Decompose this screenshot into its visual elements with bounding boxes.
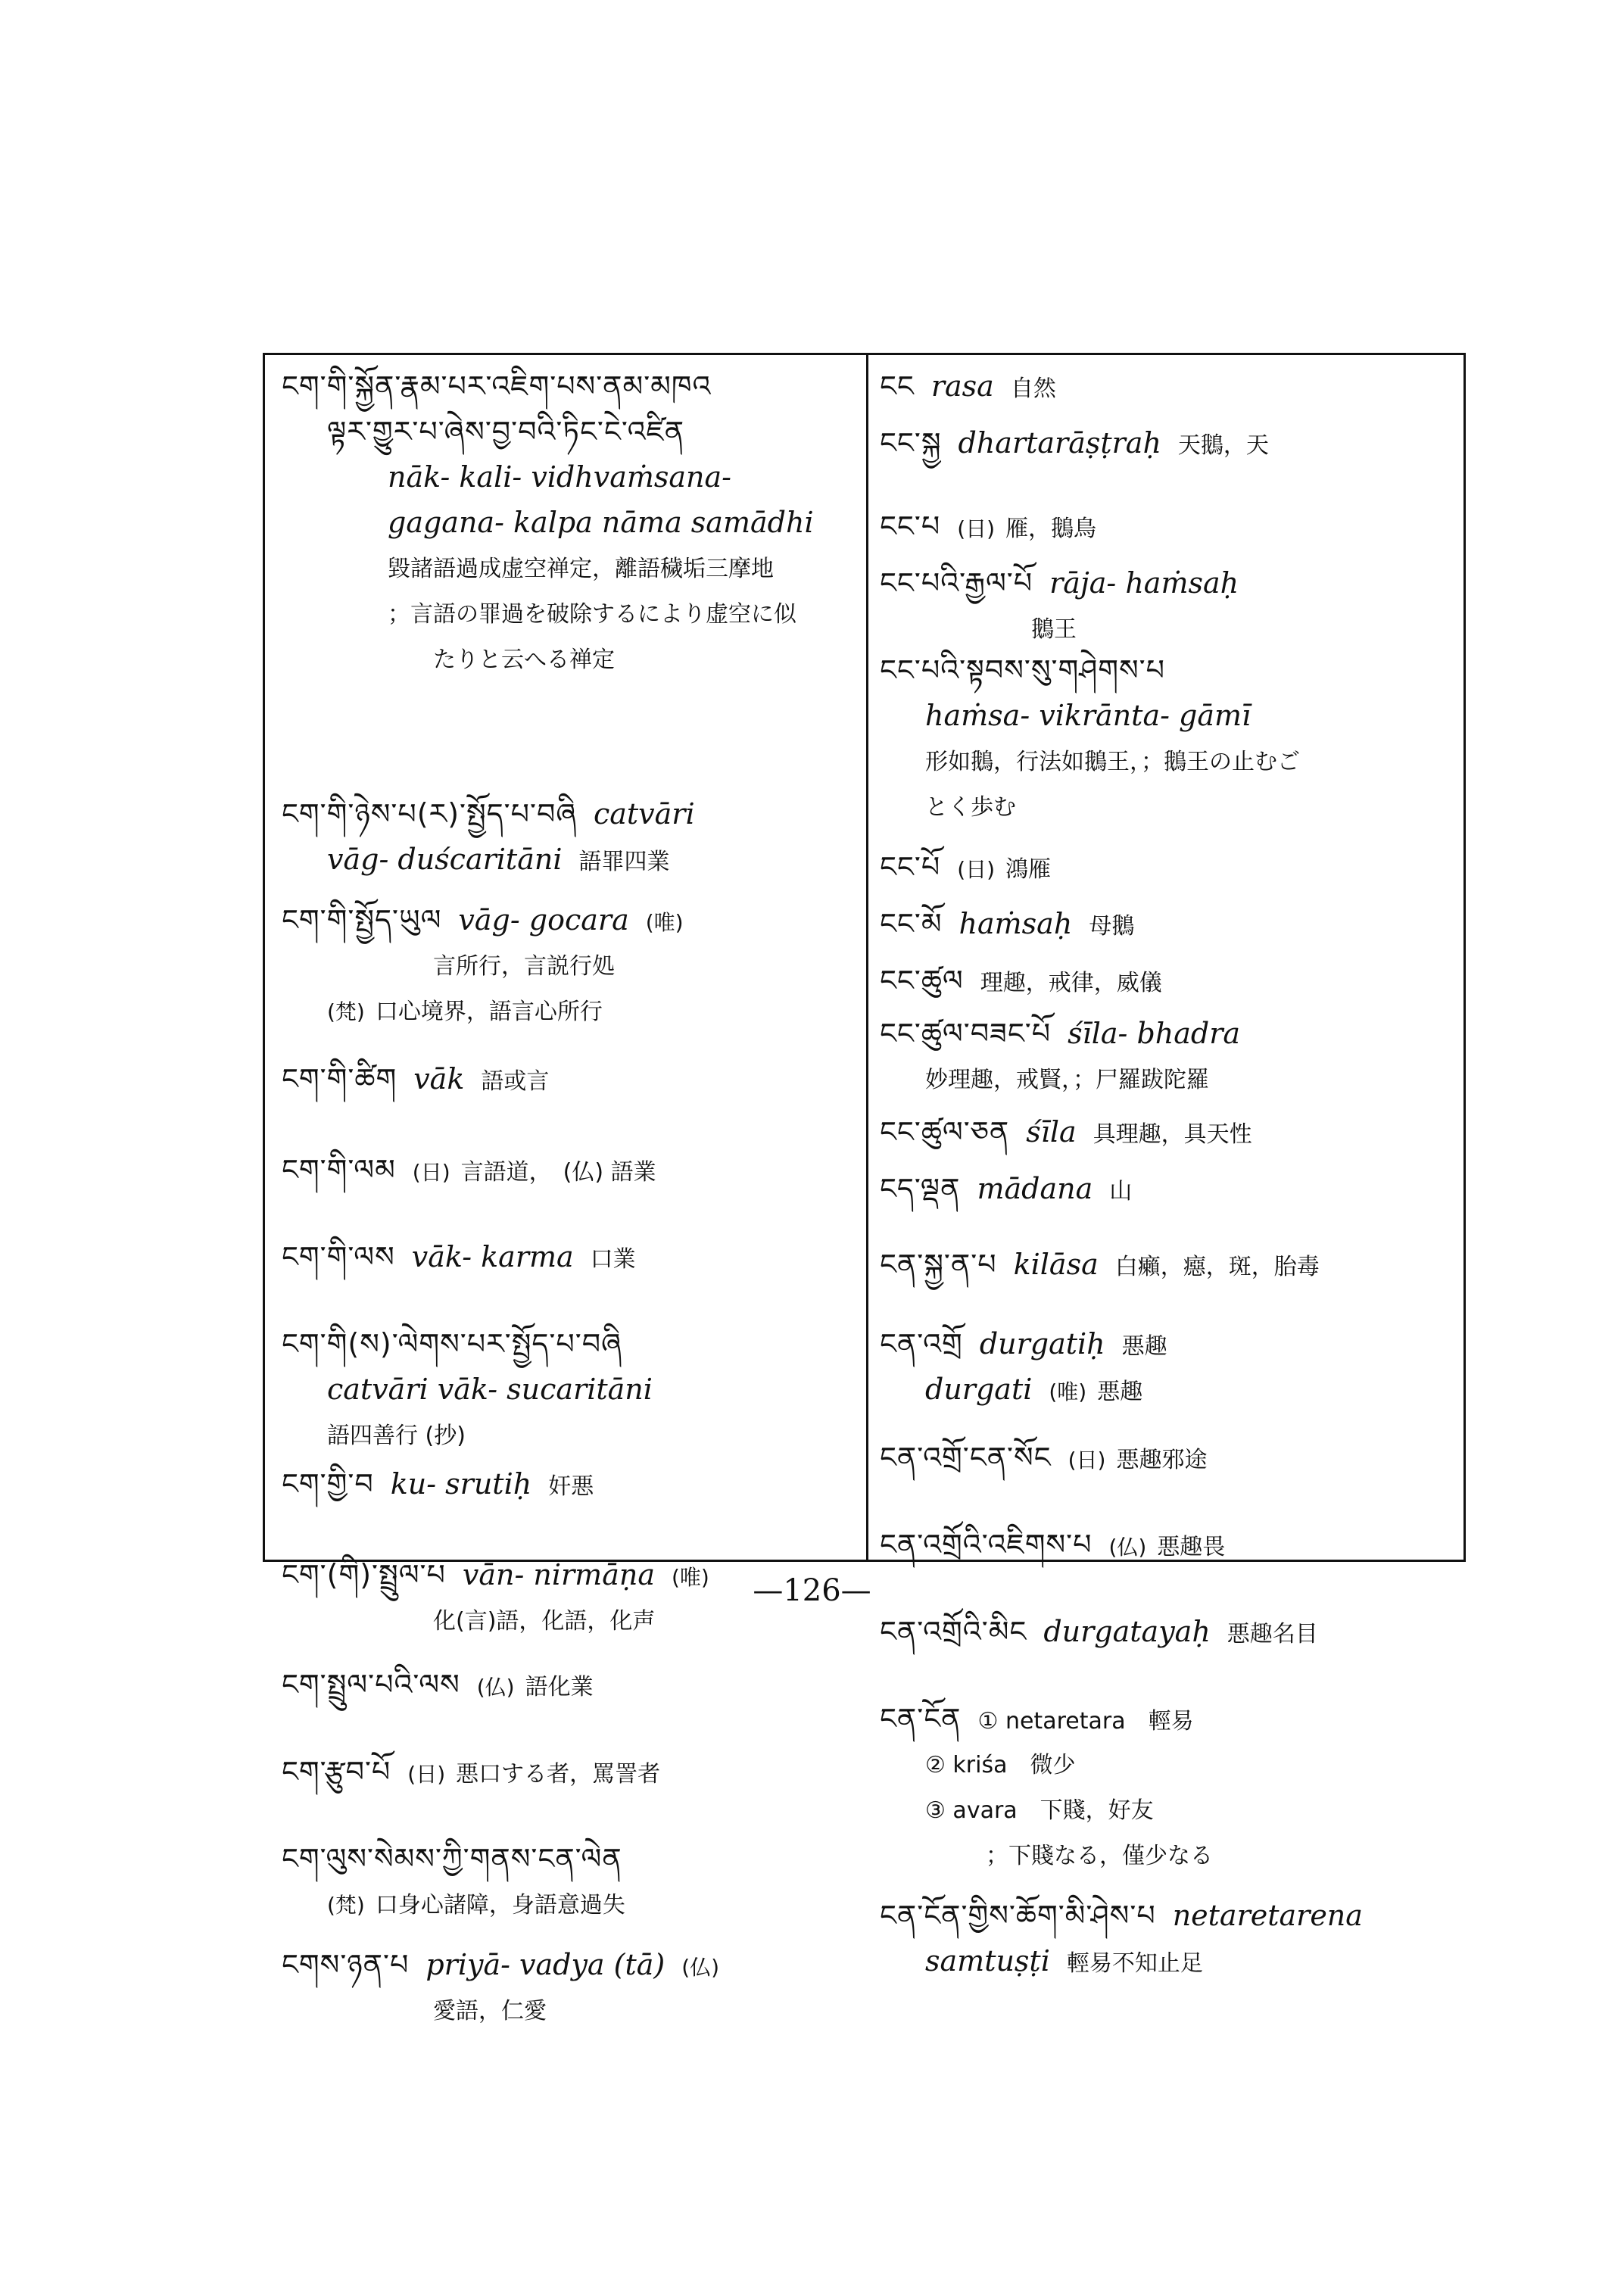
sanskrit-term: vāg- duścaritāni bbox=[327, 843, 563, 876]
sanskrit-term: catvāri vāk- sucaritāni bbox=[327, 1373, 653, 1406]
gloss-text: 悪趣邪途 bbox=[1116, 1447, 1208, 1473]
dictionary-entry bbox=[282, 1321, 859, 1457]
entry-line bbox=[880, 1741, 1463, 1787]
gloss-text: 鵝王 bbox=[1031, 616, 1077, 643]
sanskrit-term: dhartarāṣṭraḥ bbox=[958, 426, 1161, 460]
sanskrit-term: samtuṣṭi bbox=[925, 1944, 1050, 1978]
entry-line bbox=[282, 1662, 859, 1707]
tibetan-headword: ངང་པའི་སྟབས་སུ་གཤེགས་པ bbox=[880, 653, 1165, 687]
gloss-text: 輕易不知止足 bbox=[1066, 1950, 1203, 1977]
tibetan-headword: ངག་གི(ས)་ལེགས་པར་སྤྱོད་པ་བཞི bbox=[282, 1327, 622, 1361]
dictionary-entry bbox=[282, 1056, 859, 1102]
entry-line bbox=[282, 1056, 859, 1102]
tibetan-headword: ངད་ལྡན bbox=[880, 1172, 961, 1205]
dictionary-entry bbox=[880, 958, 1463, 1003]
gloss-text: 語或言 bbox=[481, 1068, 550, 1095]
source-tag: (日) bbox=[412, 1160, 450, 1185]
entry-line bbox=[282, 1942, 859, 1987]
gloss-text: 言語道， (仏) 語業 bbox=[460, 1159, 656, 1186]
dictionary-entry bbox=[880, 1011, 1463, 1102]
entry-line bbox=[880, 1938, 1463, 1984]
sanskrit-term: haṁsa- vikrānta- gāmī bbox=[925, 699, 1252, 732]
source-tag: (日) bbox=[957, 516, 996, 541]
entry-line bbox=[282, 943, 859, 988]
source-tag: (仏) bbox=[681, 1955, 720, 1980]
dictionary-entry bbox=[880, 1893, 1463, 1984]
sanskrit-term: catvāri bbox=[593, 797, 695, 831]
source-tag: (梵) bbox=[327, 1893, 365, 1918]
entry-line bbox=[880, 1609, 1463, 1654]
tibetan-headword: ངན་འགྲོ bbox=[880, 1327, 963, 1361]
gloss-text: 形如鵝，行法如鵝王，；鵝王の止むご bbox=[925, 749, 1300, 775]
tibetan-headword: ངག་(གི)་སྤྲུལ་པ bbox=[282, 1558, 446, 1591]
sanskrit-term: vāk- karma bbox=[411, 1240, 574, 1273]
gloss-text: 言所行，言説行処 bbox=[433, 953, 615, 980]
tibetan-headword: ངགས་ཉན་པ bbox=[282, 1948, 410, 1981]
tibetan-headword: ལྟར་གྱུར་པ་ཞེས་བྱ་བའི་ཏིང་ངེ་འཛིན bbox=[327, 415, 685, 448]
tibetan-headword: ངན་ངོན bbox=[880, 1702, 962, 1735]
entry-line bbox=[880, 844, 1463, 890]
dictionary-entry bbox=[880, 1321, 1463, 1412]
source-tag: (唯) bbox=[1049, 1379, 1087, 1404]
tibetan-headword: ངན་འགྲོའི་འཇིགས་པ bbox=[880, 1528, 1093, 1561]
gloss-text: たりと云へる禅定 bbox=[433, 647, 615, 673]
dictionary-entry bbox=[880, 1109, 1463, 1155]
source-tag: (日) bbox=[1068, 1448, 1106, 1473]
source-tag: (唯) bbox=[645, 910, 684, 935]
entry-line bbox=[282, 1367, 859, 1412]
gloss-text: 悪趣 bbox=[1121, 1333, 1167, 1360]
tibetan-headword: ངང་པའི་རྒྱལ་པོ bbox=[880, 566, 1033, 600]
sanskrit-term: rasa bbox=[930, 369, 994, 403]
entry-line bbox=[282, 1881, 859, 1927]
entry-line bbox=[880, 693, 1463, 738]
dictionary-entry bbox=[282, 1942, 859, 2033]
gloss-text: ① netaretara 輕易 bbox=[977, 1708, 1194, 1735]
entry-line bbox=[880, 1056, 1463, 1102]
entry-line bbox=[880, 1242, 1463, 1287]
dictionary-entry bbox=[282, 1234, 859, 1279]
dictionary-entry bbox=[880, 844, 1463, 890]
gloss-text: 鴻雁 bbox=[1005, 856, 1052, 883]
entry-line bbox=[880, 901, 1463, 946]
sanskrit-term: śīla bbox=[1026, 1115, 1077, 1149]
entry-line bbox=[880, 1166, 1463, 1211]
entry-line bbox=[282, 791, 859, 837]
gloss-text: 口心境界，語言心所行 bbox=[375, 999, 603, 1025]
dictionary-entry bbox=[880, 1242, 1463, 1287]
entry-line bbox=[880, 738, 1463, 784]
source-tag: (日) bbox=[957, 857, 996, 882]
source-tag: (仏) bbox=[476, 1675, 515, 1700]
dictionary-entry bbox=[282, 1147, 859, 1192]
sanskrit-term: śīla- bhadra bbox=[1068, 1017, 1241, 1050]
dictionary-entry bbox=[282, 897, 859, 1033]
tibetan-headword: ངན་འགྲོ་ངན་སོང bbox=[880, 1441, 1052, 1474]
tibetan-headword: ངག་གི་ལམ bbox=[282, 1153, 396, 1186]
tibetan-headword: ངང་ཚུལ་ཅན bbox=[880, 1115, 1010, 1149]
entry-line bbox=[282, 591, 859, 636]
source-tag: (仏) bbox=[1108, 1535, 1147, 1560]
gloss-text: ② kriśa 微少 bbox=[925, 1752, 1076, 1778]
sanskrit-term: nāk- kali- vidhvaṁsana- bbox=[388, 460, 732, 494]
entry-line bbox=[880, 560, 1463, 606]
tibetan-headword: ངག་ལུས་སེམས་ཀྱི་གནས་ངན་ལེན bbox=[282, 1842, 622, 1875]
entry-line bbox=[282, 454, 859, 500]
gloss-text: 妙理趣，戒賢，；尸羅跋陀羅 bbox=[925, 1067, 1209, 1093]
gloss-text: 悪口する者，罵詈者 bbox=[456, 1761, 661, 1788]
tibetan-headword: ངག་རྩུབ་པོ bbox=[282, 1755, 391, 1788]
entry-line bbox=[282, 1234, 859, 1279]
sanskrit-term: ku- srutiḥ bbox=[390, 1467, 532, 1501]
dictionary-entry bbox=[282, 791, 859, 882]
gloss-text: 悪趣畏 bbox=[1157, 1534, 1226, 1560]
entry-line bbox=[282, 1461, 859, 1507]
source-tag: (唯) bbox=[671, 1565, 709, 1590]
entry-line bbox=[282, 545, 859, 591]
dictionary-entry bbox=[880, 363, 1463, 409]
dictionary-entry bbox=[880, 420, 1463, 466]
gloss-text: 化(言)語，化語，化声 bbox=[433, 1608, 656, 1635]
sanskrit-term: netaretarena bbox=[1172, 1899, 1363, 1932]
entry-line bbox=[880, 1109, 1463, 1155]
dictionary-entry bbox=[282, 363, 859, 681]
gloss-text: とく歩む bbox=[925, 794, 1016, 821]
dictionary-entry bbox=[880, 1609, 1463, 1654]
entry-line bbox=[282, 409, 859, 454]
entry-line bbox=[282, 636, 859, 681]
gloss-text: ；言語の罪過を破除するにより虚空に似 bbox=[388, 601, 796, 628]
dictionary-entry bbox=[282, 1749, 859, 1794]
entry-line bbox=[880, 1435, 1463, 1480]
gloss-text: 毀諸語過成虚空禅定，離語穢垢三摩地 bbox=[388, 556, 774, 582]
entry-line bbox=[282, 1147, 859, 1192]
gloss-text: ；下賤なる，僅少なる bbox=[986, 1843, 1213, 1869]
source-tag: (梵) bbox=[327, 999, 365, 1024]
tibetan-headword: ངང་མོ bbox=[880, 907, 943, 940]
entry-line bbox=[282, 1412, 859, 1457]
tibetan-headword: ངན་སྐྱ་ན་པ bbox=[880, 1248, 997, 1281]
entry-line bbox=[282, 1836, 859, 1881]
gloss-text: 天鵝，天 bbox=[1177, 432, 1269, 459]
entry-line bbox=[880, 1321, 1463, 1367]
entry-line bbox=[282, 500, 859, 545]
dictionary-entry bbox=[880, 901, 1463, 946]
tibetan-headword: ངན་ངོན་གྱིས་ཆོག་མི་ཤེས་པ bbox=[880, 1899, 1156, 1932]
sanskrit-term: rāja- haṁsaḥ bbox=[1049, 566, 1239, 600]
sanskrit-term: gagana- kalpa nāma samādhi bbox=[388, 506, 814, 539]
sanskrit-term: durgatayaḥ bbox=[1043, 1615, 1211, 1648]
entry-line bbox=[880, 1367, 1463, 1412]
entry-line bbox=[880, 363, 1463, 409]
gloss-text: 語罪四業 bbox=[578, 849, 670, 875]
entry-line bbox=[880, 606, 1463, 651]
entry-line bbox=[880, 420, 1463, 466]
entry-line bbox=[282, 897, 859, 943]
sanskrit-term: priyā- vadya (tā) bbox=[425, 1948, 665, 1981]
sanskrit-term: vāk bbox=[413, 1062, 465, 1096]
entry-line bbox=[282, 1987, 859, 2033]
gloss-text: 理趣，戒律，威儀 bbox=[980, 970, 1162, 996]
entry-line bbox=[880, 784, 1463, 829]
sanskrit-term: vān- nirmāṇa bbox=[462, 1558, 655, 1591]
entry-line bbox=[880, 1832, 1463, 1878]
entry-line bbox=[880, 1787, 1463, 1832]
tibetan-headword: ངག་གྱི་བ bbox=[282, 1467, 374, 1501]
gloss-text: 山 bbox=[1109, 1178, 1133, 1205]
sanskrit-term: vāg- gocara bbox=[458, 903, 629, 937]
entry-line bbox=[282, 1749, 859, 1794]
tibetan-headword: ངག་སྤྲུལ་པའི་ལས bbox=[282, 1668, 460, 1701]
entry-line bbox=[282, 988, 859, 1033]
entry-line bbox=[880, 958, 1463, 1003]
tibetan-headword: ངག་གི་སྤྱོད་ཡུལ bbox=[282, 903, 442, 937]
gloss-text: 悪趣 bbox=[1097, 1379, 1143, 1405]
gloss-text: 雁，鵝鳥 bbox=[1005, 516, 1097, 542]
gloss-text: 具理趣，具天性 bbox=[1093, 1121, 1252, 1148]
tibetan-headword: ངང་པོ bbox=[880, 850, 941, 884]
sanskrit-term: durgatiḥ bbox=[979, 1327, 1105, 1361]
sanskrit-term: mādana bbox=[977, 1172, 1093, 1205]
tibetan-headword: ངན་འགྲོའི་མིང bbox=[880, 1615, 1027, 1648]
gloss-text: 自然 bbox=[1010, 376, 1056, 402]
sanskrit-term: durgati bbox=[925, 1373, 1033, 1406]
dictionary-entry bbox=[880, 1435, 1463, 1480]
gloss-text: 口業 bbox=[590, 1246, 636, 1273]
gloss-text: 悪趣名目 bbox=[1227, 1621, 1318, 1647]
page-number: —126— bbox=[753, 1573, 871, 1608]
gloss-text: 語四善行 (抄) bbox=[327, 1423, 466, 1449]
gloss-text: 愛語，仁愛 bbox=[433, 1998, 547, 2024]
tibetan-headword: ངང་ཚུལ bbox=[880, 964, 964, 997]
source-tag: (日) bbox=[407, 1762, 446, 1787]
gloss-text: 口身心諸障，身語意過失 bbox=[375, 1892, 625, 1918]
tibetan-headword: ངང་པ bbox=[880, 510, 941, 543]
dictionary-entry bbox=[282, 1461, 859, 1507]
entry-line bbox=[880, 1696, 1463, 1741]
entry-line bbox=[880, 503, 1463, 549]
gloss-text: 奸悪 bbox=[548, 1473, 594, 1500]
dictionary-entry bbox=[880, 560, 1463, 651]
dictionary-entry bbox=[880, 647, 1463, 829]
gloss-text: ③ avara 下賤，好友 bbox=[925, 1797, 1154, 1824]
entry-line bbox=[880, 647, 1463, 693]
dictionary-entry bbox=[282, 1662, 859, 1707]
tibetan-headword: ངག་གི་སྐྱོན་རྣམ་པར་འཇིག་པས་ནམ་མཁའ bbox=[282, 369, 712, 403]
entry-line bbox=[880, 1011, 1463, 1056]
dictionary-entry bbox=[880, 503, 1463, 549]
entry-line bbox=[282, 363, 859, 409]
entry-line bbox=[880, 1893, 1463, 1938]
gloss-text: 語化業 bbox=[525, 1674, 594, 1700]
dictionary-entry bbox=[880, 1522, 1463, 1567]
tibetan-headword: ངག་གི་ཚིག bbox=[282, 1062, 397, 1096]
sanskrit-term: kilāsa bbox=[1013, 1248, 1099, 1281]
dictionary-entry bbox=[880, 1166, 1463, 1211]
gloss-text: 母鵝 bbox=[1089, 913, 1135, 940]
tibetan-headword: ངང་སྐྱ bbox=[880, 426, 942, 460]
column-divider bbox=[866, 353, 868, 1562]
tibetan-headword: ངག་གི་ཉེས་པ(ར)་སྤྱོད་པ་བཞི bbox=[282, 797, 577, 831]
entry-line bbox=[880, 1522, 1463, 1567]
tibetan-headword: ངག་གི་ལས bbox=[282, 1240, 395, 1273]
tibetan-headword: ངང bbox=[880, 369, 915, 403]
dictionary-entry bbox=[282, 1836, 859, 1927]
sanskrit-term: haṁsaḥ bbox=[959, 907, 1073, 940]
dictionary-entry bbox=[880, 1696, 1463, 1878]
entry-line bbox=[282, 1321, 859, 1367]
gloss-text: 白癩，癋，斑，胎毒 bbox=[1114, 1254, 1320, 1280]
tibetan-headword: ངང་ཚུལ་བཟང་པོ bbox=[880, 1017, 1052, 1050]
entry-line bbox=[282, 837, 859, 882]
